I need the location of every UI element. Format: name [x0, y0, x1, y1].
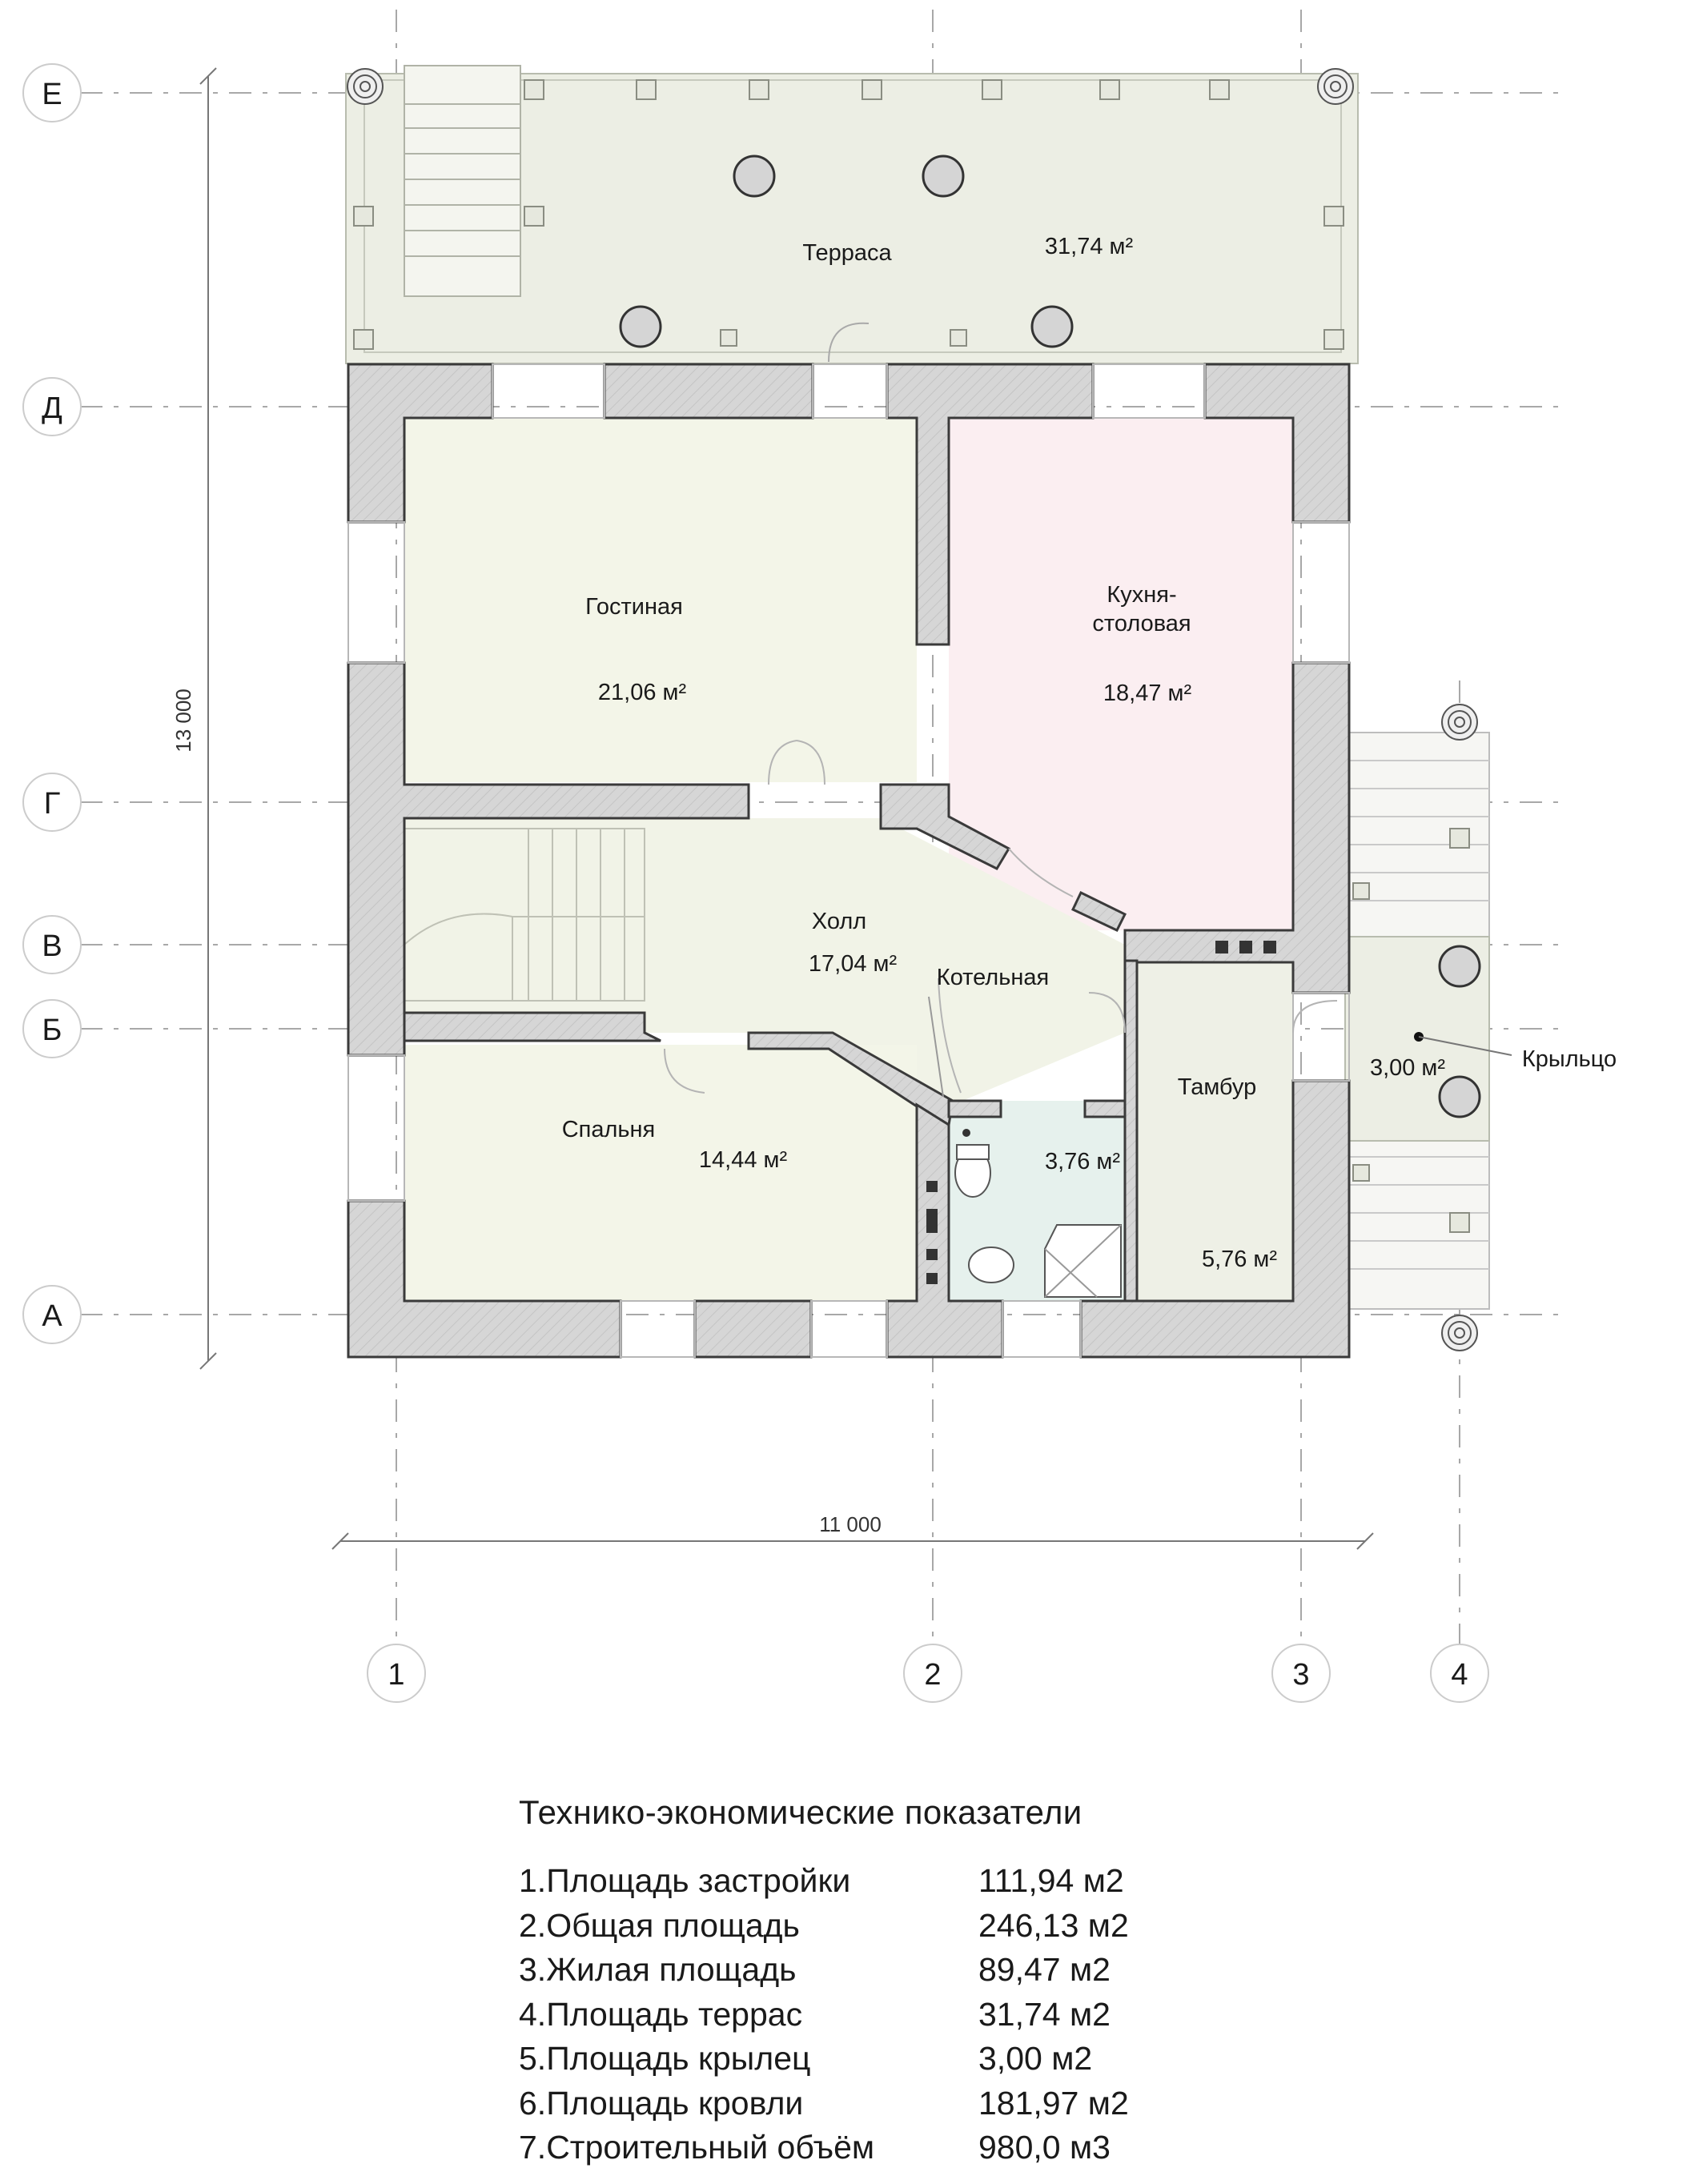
axis-row-bubble [23, 773, 81, 831]
axis-col-label: 3 [1292, 1658, 1310, 1692]
room-fills [404, 418, 1293, 1301]
axis-row-label: А [42, 1299, 62, 1333]
indicator-label: 7.Строительный объём [519, 2129, 875, 2166]
room-area-porch: 3,00 м² [1369, 1055, 1446, 1081]
axis-col-label: 2 [924, 1658, 942, 1692]
indicator-label: 1.Площадь застройки [519, 1862, 851, 1899]
wall-top-pier-1 [604, 364, 813, 418]
room-area-terrace: 31,74 м² [1044, 234, 1134, 259]
dimension-height-label: 13 000 [171, 689, 195, 753]
axis-col-label: 4 [1451, 1658, 1468, 1692]
axis-col-bubble [904, 1644, 962, 1702]
axis-col-label: 1 [388, 1658, 405, 1692]
indicator-row [519, 1993, 1239, 2037]
axis-row-label: Б [42, 1014, 62, 1047]
tech-economic-indicators [519, 1793, 1239, 2170]
indicator-row [519, 2037, 1239, 2082]
room-name-porch: Крыльцо [1521, 1046, 1617, 1072]
axis-row-bubble [23, 1286, 81, 1343]
indicator-row [519, 1904, 1239, 1949]
room-name-kitchen-line-2: столовая [1092, 611, 1191, 636]
terrace-stairs [404, 66, 520, 296]
indicator-value: 89,47 м2 [978, 1951, 1111, 1988]
indicator-label: 6.Площадь кровли [519, 2084, 804, 2122]
porch [1345, 705, 1489, 1351]
indicator-row [519, 1948, 1239, 1993]
room-area-hall: 17,04 м² [808, 951, 898, 977]
room-name-vestibule: Тамбур [1177, 1074, 1257, 1100]
room-name-hall: Холл [811, 909, 867, 934]
indicator-label: 5.Площадь крылец [519, 2040, 811, 2077]
room-area-living: 21,06 м² [597, 680, 687, 705]
axis-row-bubble [23, 1000, 81, 1058]
indicator-value: 246,13 м2 [978, 1906, 1129, 1944]
room-area-bathroom: 3,76 м² [1044, 1149, 1121, 1174]
wall-bathroom-top-left [949, 1101, 1001, 1117]
indicator-label: 3.Жилая площадь [519, 1951, 797, 1988]
indicator-value: 111,94 м2 [978, 1862, 1124, 1899]
axis-row-bubble [23, 64, 81, 122]
room-area-bedroom: 14,44 м² [698, 1147, 788, 1173]
room-name-kitchen-line-1: Кухня- [1107, 582, 1177, 608]
wall-hall-lower-left [404, 1013, 661, 1041]
indicator-label: 2.Общая площадь [519, 1906, 800, 1944]
axis-row-bubble [23, 378, 81, 436]
indicator-row [519, 2082, 1239, 2126]
axis-row-label: Е [42, 78, 62, 111]
terrace [346, 66, 1358, 363]
sink-icon [969, 1247, 1014, 1283]
indicator-value: 980,0 м3 [978, 2129, 1111, 2166]
room-name-bedroom: Спальня [561, 1117, 656, 1142]
indicator-value: 3,00 м2 [978, 2040, 1093, 2077]
axis-col-bubble [1431, 1644, 1488, 1702]
axis-row-label: Д [42, 391, 62, 425]
axis-row-label: Г [43, 787, 61, 821]
axis-row-label: В [42, 929, 62, 963]
axis-col-bubble [1272, 1644, 1330, 1702]
room-name-boiler: Котельная [936, 965, 1050, 990]
room-area-vestibule: 5,76 м² [1201, 1247, 1278, 1272]
dimension-width-label: 11 000 [819, 1512, 882, 1536]
indicator-label: 4.Площадь террас [519, 1995, 803, 2033]
indicator-value: 31,74 м2 [978, 1995, 1111, 2033]
wall-bottom-pier-1 [695, 1301, 811, 1357]
room-name-terrace: Терраса [802, 240, 892, 266]
axis-col-bubble [368, 1644, 425, 1702]
bedroom-fill [404, 1045, 917, 1301]
indicator-row [519, 1859, 1239, 1904]
wall-bathroom-vestibule [1125, 961, 1137, 1301]
room-name-living: Гостиная [585, 594, 683, 620]
room-area-kitchen: 18,47 м² [1103, 680, 1192, 706]
indicator-row [519, 2126, 1239, 2170]
axis-row-bubble [23, 916, 81, 974]
indicator-value: 181,97 м2 [978, 2084, 1129, 2122]
tech-economic-title: Технико-экономические показатели [519, 1793, 1082, 1831]
